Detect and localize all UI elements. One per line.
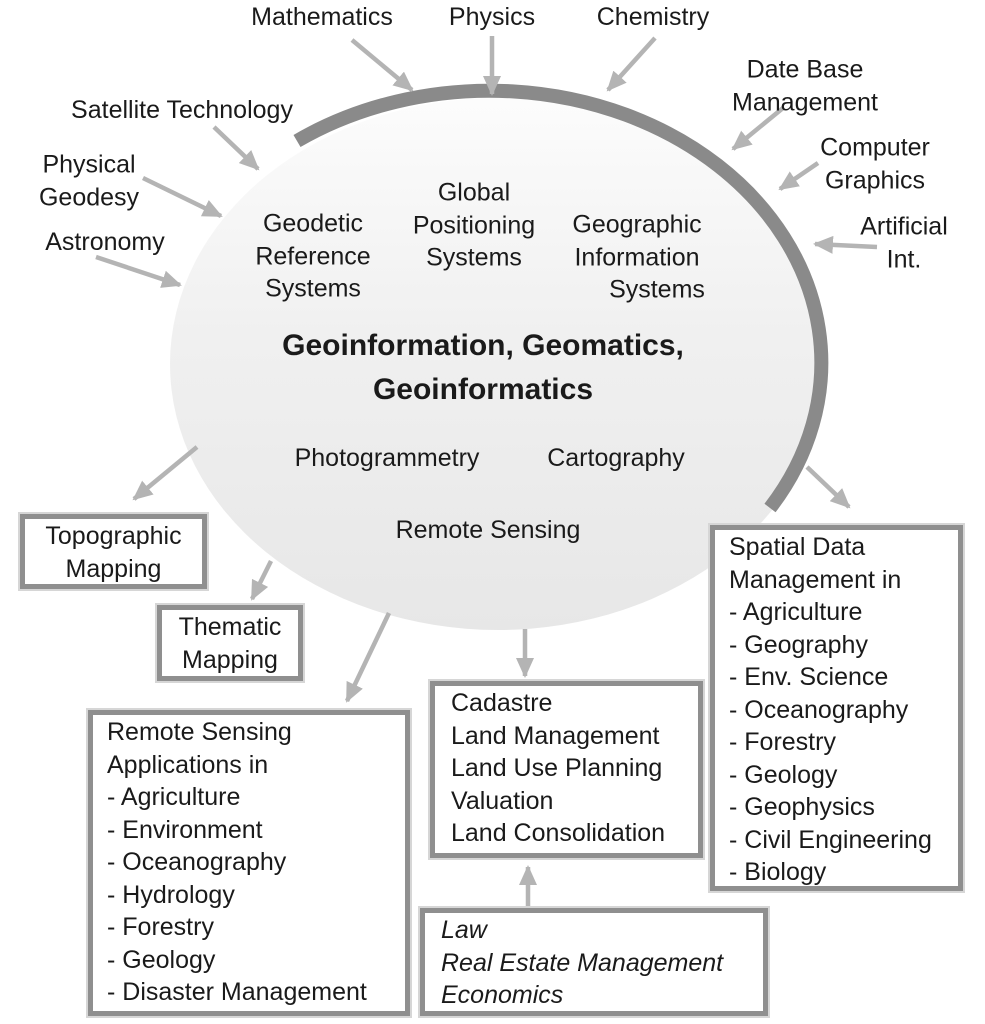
box-line: Land Use Planning bbox=[451, 754, 663, 782]
box-line: - Forestry bbox=[729, 728, 836, 756]
box-thematic-mapping bbox=[157, 605, 303, 681]
label-astronomy bbox=[45, 226, 164, 259]
label-text: Photogrammetry bbox=[294, 443, 480, 472]
label-text: Systems bbox=[426, 243, 522, 272]
field-geodetic-reference-systems bbox=[255, 207, 370, 305]
field-remote-sensing bbox=[396, 514, 581, 547]
label-date-base-management bbox=[732, 54, 878, 119]
box-line: - Agriculture bbox=[729, 598, 863, 626]
label-text: Management bbox=[732, 88, 878, 116]
label-text: Artificial bbox=[860, 212, 948, 241]
label-text: Physical bbox=[42, 150, 136, 179]
core-title bbox=[282, 324, 684, 412]
box-line: - Geology bbox=[107, 945, 216, 974]
label-text: Satellite Technology bbox=[71, 95, 293, 124]
box-line: - Geophysics bbox=[729, 793, 875, 821]
label-text: Astronomy bbox=[45, 227, 165, 256]
box-spatial-data-management bbox=[710, 525, 963, 891]
thematic-mapping-arrow bbox=[252, 561, 271, 599]
box-line: Economics bbox=[441, 981, 564, 1009]
box-line: Valuation bbox=[451, 786, 554, 815]
astronomy-arrow bbox=[96, 257, 180, 285]
box-line: Land Management bbox=[451, 721, 660, 750]
field-photogrammetry bbox=[295, 442, 480, 475]
label-artificial-int bbox=[860, 211, 948, 276]
mathematics-arrow bbox=[352, 40, 412, 90]
box-line: - Agriculture bbox=[107, 783, 241, 811]
title-line: Geoinformation, Geomatics, bbox=[282, 329, 684, 362]
box-line: Topographic bbox=[45, 522, 182, 550]
box-line: - Env. Science bbox=[729, 663, 889, 691]
computer-graphics-arrow bbox=[780, 163, 818, 189]
topographic-mapping-arrow bbox=[134, 447, 197, 499]
box-line: - Geology bbox=[729, 760, 838, 789]
box-line: - Environment bbox=[107, 815, 263, 844]
label-text: Global bbox=[437, 178, 511, 207]
label-text: Date Base bbox=[746, 55, 864, 84]
box-line: Mapping bbox=[65, 554, 162, 583]
spatial-data-arrow bbox=[807, 467, 849, 507]
box-line: - Oceanography bbox=[107, 848, 287, 876]
box-remote-sensing-applications bbox=[88, 710, 410, 1016]
label-text: Geodetic bbox=[262, 209, 364, 238]
label-mathematics bbox=[251, 1, 393, 34]
box-line: - Oceanography bbox=[729, 695, 909, 724]
box-line: - Civil Engineering bbox=[729, 825, 932, 854]
box-line: - Disaster Management bbox=[107, 978, 367, 1006]
box-line: Thematic bbox=[178, 613, 282, 641]
physical-geodesy-arrow bbox=[143, 178, 221, 216]
box-line: - Geography bbox=[729, 630, 868, 659]
remote-sensing-apps-arrow bbox=[347, 613, 389, 701]
box-line: Mapping bbox=[182, 645, 278, 674]
box-topographic-mapping bbox=[20, 514, 207, 589]
box-line: Spatial Data bbox=[729, 533, 866, 561]
label-chemistry bbox=[597, 1, 710, 34]
label-text: Reference bbox=[255, 241, 371, 270]
label-text: Systems bbox=[265, 274, 361, 303]
box-line: Law bbox=[441, 916, 487, 944]
label-text: Information bbox=[574, 242, 700, 271]
label-text: Physics bbox=[448, 2, 536, 31]
label-computer-graphics bbox=[820, 132, 930, 197]
box-cadastre bbox=[430, 681, 703, 858]
label-text: Mathematics bbox=[251, 2, 393, 31]
chemistry-arrow bbox=[608, 38, 655, 90]
title-line: Geoinformatics bbox=[372, 373, 594, 406]
label-physics bbox=[449, 1, 535, 34]
box-line: Real Estate Management bbox=[441, 948, 724, 977]
box-line: Applications in bbox=[107, 750, 269, 779]
box-line: - Forestry bbox=[107, 913, 214, 941]
label-text: Remote Sensing bbox=[395, 515, 581, 544]
box-line: - Biology bbox=[729, 858, 827, 886]
box-line: Land Consolidation bbox=[451, 819, 666, 847]
box-line: - Hydrology bbox=[107, 880, 235, 909]
label-text: Geographic bbox=[572, 210, 702, 239]
label-text: Graphics bbox=[824, 166, 926, 194]
label-text: Chemistry bbox=[596, 2, 710, 31]
field-global-positioning-systems bbox=[413, 176, 535, 274]
label-text: Geodesy bbox=[38, 183, 140, 211]
box-law-real-estate-economics bbox=[420, 908, 768, 1016]
label-satellite-technology bbox=[71, 94, 293, 127]
box-line: Management in bbox=[729, 565, 902, 594]
satellite-technology-arrow bbox=[214, 127, 258, 169]
field-cartography bbox=[547, 442, 685, 475]
label-text: Computer bbox=[820, 133, 930, 162]
box-line: Cadastre bbox=[451, 689, 553, 717]
label-text: Cartography bbox=[547, 443, 685, 472]
label-text: Systems bbox=[609, 275, 705, 304]
box-line: Remote Sensing bbox=[107, 718, 292, 746]
label-physical-geodesy bbox=[39, 149, 139, 214]
field-geographic-information-systems bbox=[572, 208, 705, 306]
label-text: Int. bbox=[886, 245, 922, 273]
label-text: Positioning bbox=[412, 210, 536, 239]
